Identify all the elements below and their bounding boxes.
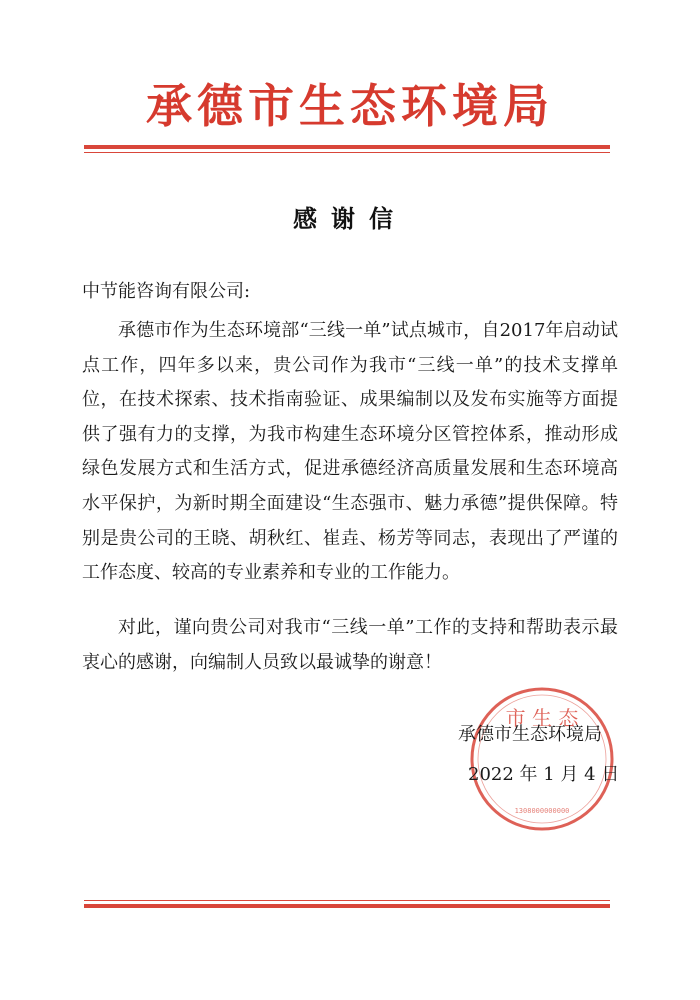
salutation: 中节能咨询有限公司: bbox=[82, 281, 251, 302]
header-divider-thin bbox=[84, 152, 610, 153]
document-title: 感谢信 bbox=[293, 205, 407, 233]
footer-divider-thick bbox=[84, 904, 610, 908]
letter-date: 2022 年 1 月 4 日 bbox=[468, 764, 620, 785]
body-paragraph-1: 承德市作为生态环境部“三线一单”试点城市，自2017年启动试点工作，四年多以来，贵公司作为我市“三线一单”的技术支撑单位，在技术探索、技术指南验证、成果编制以及发布实施等方面提供了强有力的支撑，为我市构建生态环境分区管控体系，推动形成绿色发展方式和生活方式，促进承德经济高质量发展和生态环境高水平保护，为新时期全面建设“生态强市、魅力承德”提供保障。特别是贵公司的王晓、胡秋红、崔垚、杨芳等同志，表现出了严谨的工作态度、较高的专业素养和专业的工作能力。 bbox=[82, 320, 618, 584]
official-seal-stamp bbox=[468, 685, 616, 833]
svg-text:1308000000000: 1308000000000 bbox=[514, 807, 570, 815]
footer-divider-thin bbox=[84, 900, 610, 901]
header-divider-thick bbox=[84, 145, 610, 149]
seal-text: 市 生 态 bbox=[505, 706, 579, 730]
letterhead-title: 承德市生态环境局 bbox=[146, 79, 554, 133]
sender-organization: 承德市生态环境局 bbox=[458, 724, 602, 745]
body-paragraph-2: 对此，谨向贵公司对我市“三线一单”工作的支持和帮助表示最衷心的感谢，向编制人员致以最诚挚的谢意！ bbox=[82, 617, 618, 673]
